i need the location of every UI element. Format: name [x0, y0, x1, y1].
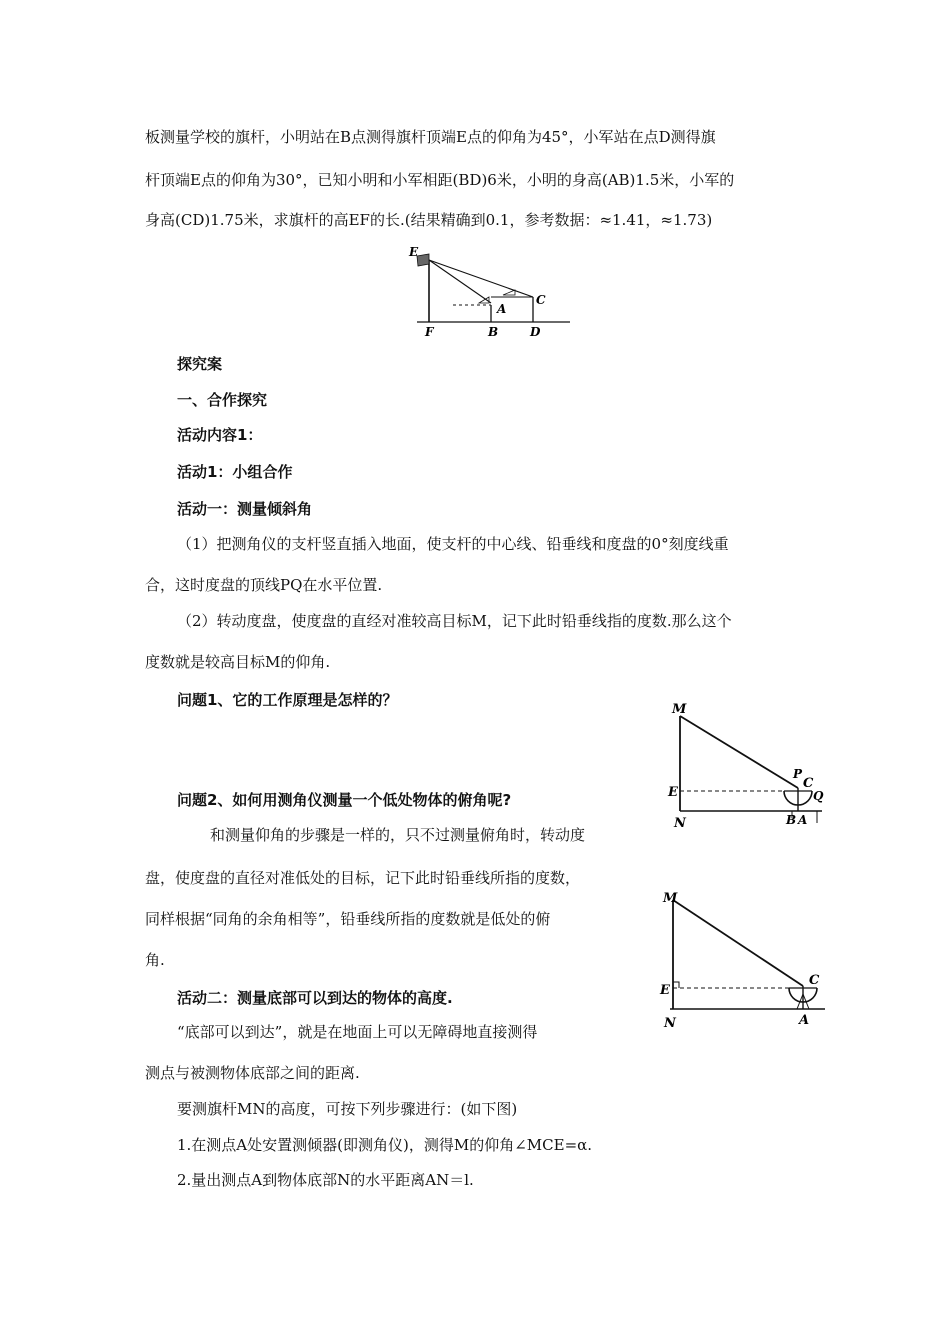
step2-line-a: （2）转动度盘，使度盘的直经对准较高目标M，记下此时铅垂线指的度数.那么这个: [177, 612, 732, 630]
step2-line-b: 度数就是较高目标M的仰角.: [145, 653, 331, 671]
problem-line-3: 身高(CD)1.75米，求旗杆的高EF的长.(结果精确到0.1，参考数据：≈1.41，≈1.73): [145, 211, 713, 229]
answer-line-c: 同样根据“同角的余角相等”，铅垂线所指的度数就是低处的俯: [145, 910, 551, 928]
label-m: M: [672, 702, 687, 717]
right-angle-mark: [673, 982, 679, 988]
heading-cooperate: 一、合作探究: [177, 391, 268, 409]
sight-mc: [680, 716, 798, 788]
question-1: 问题1、它的工作原理是怎样的？: [177, 691, 398, 709]
step1-line-b: 合，这时度盘的顶线PQ在水平位置.: [145, 576, 383, 594]
heading-explore: 探究案: [177, 355, 223, 373]
measure-step-2: 2.量出测点A到物体底部N的水平距离AN＝l.: [177, 1171, 474, 1189]
label-c: C: [803, 776, 814, 791]
flagpole-figure: [405, 242, 575, 342]
step1-line-a: （1）把测角仪的支杆竖直插入地面，使支杆的中心线、铅垂线和度盘的0°刻度线重: [177, 535, 729, 553]
reach-line-b: 测点与被测物体底部之间的距离.: [145, 1064, 360, 1082]
elevation-figure: [662, 698, 832, 833]
label-e: E: [668, 785, 678, 800]
problem-line-2: 杆顶端E点的仰角为30°，已知小明和小军相距(BD)6米，小明的身高(AB)1.5米，小军的: [145, 171, 735, 189]
label-n: N: [674, 816, 686, 831]
heading-content1: 活动内容1：: [177, 426, 263, 444]
heading-activity-a: 活动一：测量倾斜角: [177, 500, 313, 518]
reach-line-a: “底部可以到达”，就是在地面上可以无障碍地直接测得: [177, 1023, 538, 1041]
sight-line-c: [429, 260, 533, 297]
answer-line-a: 和测量仰角的步骤是一样的，只不过测量俯角时，转动度: [210, 826, 586, 844]
heading-activity-b: 活动二：测量底部可以到达的物体的高度.: [177, 989, 453, 1007]
label-a: A: [799, 1013, 810, 1028]
sight-line-a: [429, 260, 491, 303]
label-m: M: [663, 891, 678, 906]
label-b: B: [786, 813, 797, 827]
label-e: E: [409, 245, 419, 259]
label-q: Q: [813, 789, 824, 803]
label-n: N: [664, 1016, 676, 1031]
triangle-ruler-c: [503, 290, 515, 295]
label-c: C: [809, 973, 820, 988]
flag-shape: [417, 254, 429, 266]
heading-activity1: 活动1：小组合作: [177, 463, 293, 481]
label-c: C: [536, 293, 546, 307]
problem-line-1: 板测量学校的旗杆，小明站在B点测得旗杆顶端E点的仰角为45°，小军站在点D测得旗: [145, 128, 716, 146]
label-p: P: [793, 767, 803, 781]
question-2: 问题2、如何用测角仪测量一个低处物体的俯角呢?: [177, 791, 512, 809]
label-d: D: [530, 325, 541, 339]
measure-step-1: 1.在测点A处安置测倾器(即测角仪)，测得M的仰角∠MCE=α.: [177, 1136, 593, 1154]
height-figure: [655, 886, 830, 1036]
answer-line-b: 盘，使度盘的直径对准低处的目标，记下此时铅垂线所指的度数，: [145, 869, 581, 887]
label-f: F: [425, 325, 434, 339]
label-a: A: [497, 302, 507, 316]
answer-line-d: 角.: [145, 951, 165, 969]
label-b: B: [488, 325, 499, 339]
steps-intro: 要测旗杆MN的高度，可按下列步骤进行：(如下图): [177, 1100, 518, 1118]
label-e: E: [660, 983, 670, 998]
label-a: A: [798, 813, 808, 827]
sight-mc: [673, 900, 803, 986]
